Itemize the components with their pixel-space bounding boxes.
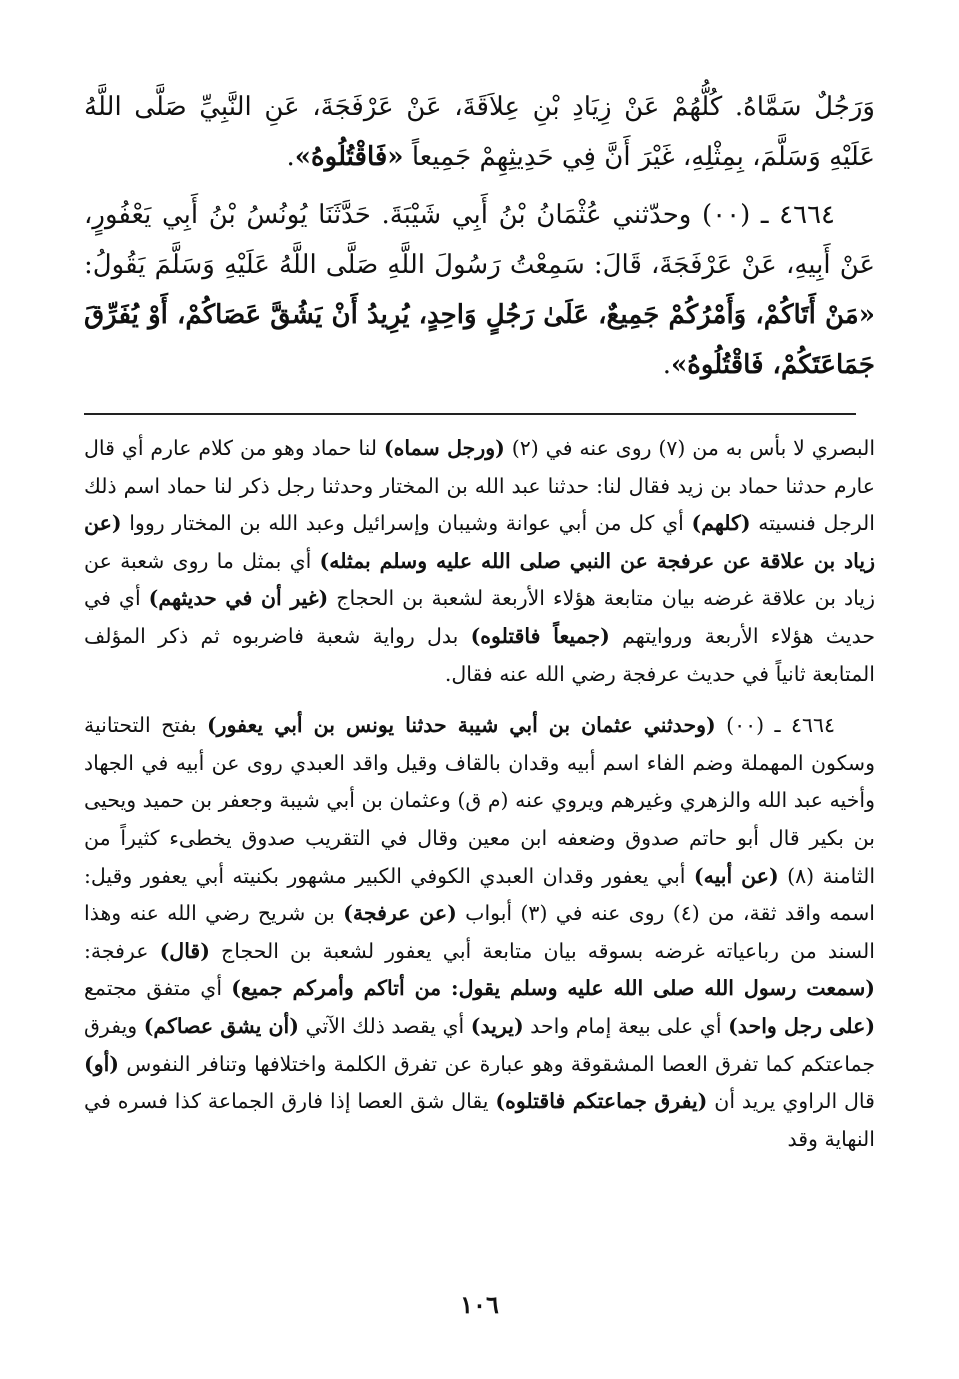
commentary-bold-run: (جميعاً فاقتلوه)	[470, 623, 610, 648]
commentary-paragraph	[84, 430, 875, 693]
commentary-run: ويفرق جماعتكم كما تفرق العصا المشقوقة وهو عبارة عن تفرق الكلمة واختلافها وتنافر النفوس	[84, 1013, 875, 1076]
commentary-run: ٤٦٦٤ ـ (٠٠)	[715, 713, 836, 738]
commentary-bold-run: (على رجل واحد)	[728, 1013, 876, 1038]
commentary-run: بن شريح رضي الله عنه وهذا السند من رباعياته غرضه بسوقه بيان متابعة أبي يعفور لشعبة بن الحجاج	[84, 901, 875, 963]
commentary-run: البصري لا بأس به من (٧) روى عنه في (٢)	[504, 436, 876, 460]
hadith-paragraph	[84, 82, 875, 182]
commentary-bold-run: (أو)	[84, 1051, 119, 1076]
hadith-bold-run: «فَاقْتُلُوهُ»	[294, 142, 404, 172]
commentary-bold-run: (ورجل سماه)	[383, 436, 505, 460]
commentary-bold-run: (أن يشق عصاكم)	[143, 1013, 299, 1038]
commentary-bold-run: (سمعت رسول الله صلى الله عليه وسلم يقول: من أتاكم وأمركم جميع)	[231, 976, 875, 1001]
commentary-paragraph	[84, 707, 875, 1158]
commentary-bold-run: (كلهم)	[691, 511, 751, 536]
commentary-run: أي بمثل ما روى شعبة عن زياد بن علاقة غرضه بيان متابعة هؤلاء الأربعة لشعبة بن الحجاج	[84, 548, 875, 611]
commentary-bold-run: (عن زياد بن علاقة عن عرفجة عن النبي صلى الله عليه وسلم بمثله)	[84, 511, 875, 573]
commentary-text	[84, 430, 875, 1172]
separator-line	[84, 413, 856, 415]
hadith-text-run: ٤٦٦٤ ـ (٠٠) وحدّثني عُثْمَانُ بْنُ أَبِي شَيْبَةَ. حَدَّثَنَا يُونُسُ بْنُ أَبِي يَعْفُورٍ، عَنْ أَبِيهِ، عَنْ عَرْفَجَةَ، قَالَ: سَمِعْتُ رَسُولَ اللَّهِ صَلَّى اللَّهُ عَلَيْهِ وَسَلَّمَ يَقُولُ:	[84, 200, 875, 280]
commentary-run: قال الراوي يريد أن	[707, 1089, 875, 1114]
commentary-bold-run: (يفرق جماعتكم فاقتلوه)	[495, 1089, 708, 1114]
commentary-run: أي على بيعة إمام واحد	[523, 1013, 729, 1038]
hadith-text	[84, 82, 875, 398]
commentary-run: أبي يعفور وقدان العبدي الكوفي الكبير مشهور بكنيته أبي يعفور وقيل: اسمه واقد ثقة، من (٤) روى عنه في (٣) أبواب	[84, 863, 876, 926]
commentary-run: عرفجة:	[84, 938, 160, 963]
hadith-text-run: وَرَجُلٌ سَمَّاهُ. كُلُّهُمْ عَنْ زِيَادِ بْنِ عِلاَقَةَ، عَنْ عَرْفَجَةَ، عَنِ النَّبِيِّ صَلَّى اللَّهُ عَلَيْهِ وَسَلَّمَ، بِمِثْلِهِ، غَيْرَ أَنَّ فِي حَدِيثِهِمْ جَمِيعاً	[84, 92, 875, 172]
commentary-bold-run: (قال)	[159, 938, 210, 963]
commentary-run: أي متفق مجتمع	[84, 976, 232, 1001]
commentary-run: بفتح التحتانية وسكون المهملة وضم الفاء اسم أبيه وقدان بالقاف وقيل واقد العبدي روى عن أبيه في الجهاد وأخيه عبد الله والزهري وغيرهم ويروي عنه (م ق) وعثمان بن أبي شيبة وجعفر بن حميد ويحيى بن بكير قال أبو حاتم صدوق وضعفه ابن معين وقال في التقريب صدوق يخطىء كثيراً من الثامنة (٨)	[84, 713, 876, 888]
hadith-paragraph	[84, 190, 875, 390]
commentary-run: أي يقصد ذلك الآتي	[298, 1013, 471, 1038]
commentary-run: أي في حديث هؤلاء الأربعة وروايتهم	[84, 586, 876, 648]
commentary-bold-run: (غير أن في حديثهم)	[148, 586, 329, 611]
commentary-run: يقال شق العصا إذا فارق الجماعة كذا فسره في النهاية وقد	[84, 1089, 875, 1151]
commentary-run: أي كل من أبي عوانة وشيبان وإسرائيل وعبد الله بن المختار رووا	[121, 511, 692, 536]
commentary-bold-run: (عن أبيه)	[693, 863, 779, 888]
hadith-bold-run: «مَنْ أَتَاكُمْ، وَأَمْرُكُمْ جَمِيعٌ، عَلَىٰ رَجُلٍ وَاحِدٍ، يُرِيدُ أَنْ يَشُقَّ عَصَاكُمْ، أَوْ يُفَرِّقَ جَمَاعَتَكُمْ، فَاقْتُلُوهُ»	[84, 300, 875, 380]
commentary-bold-run: (يريد)	[470, 1013, 524, 1038]
commentary-run: بدل رواية شعبة فاضربوه ثم ذكر المؤلف المتابعة ثانياً في حديث عرفجة رضي الله عنه فقال.	[84, 623, 875, 686]
commentary-run: لنا حماد وهو من كلام عارم أي قال عارم حدثنا حماد بن زيد فقال لنا: حدثنا عبد الله بن المختار وحدثنا رجل ذكر لنا حماد اسم ذلك الرجل فنسيته	[84, 436, 875, 536]
commentary-bold-run: (عن عرفجة)	[343, 901, 457, 926]
hadith-end-mark: .	[662, 350, 671, 380]
commentary-bold-run: (وحدثني عثمان بن أبي شيبة حدثنا يونس بن أبي يعفور)	[206, 713, 716, 738]
page-number: ١٠٦	[460, 1290, 499, 1319]
hadith-end-mark: .	[286, 142, 295, 172]
